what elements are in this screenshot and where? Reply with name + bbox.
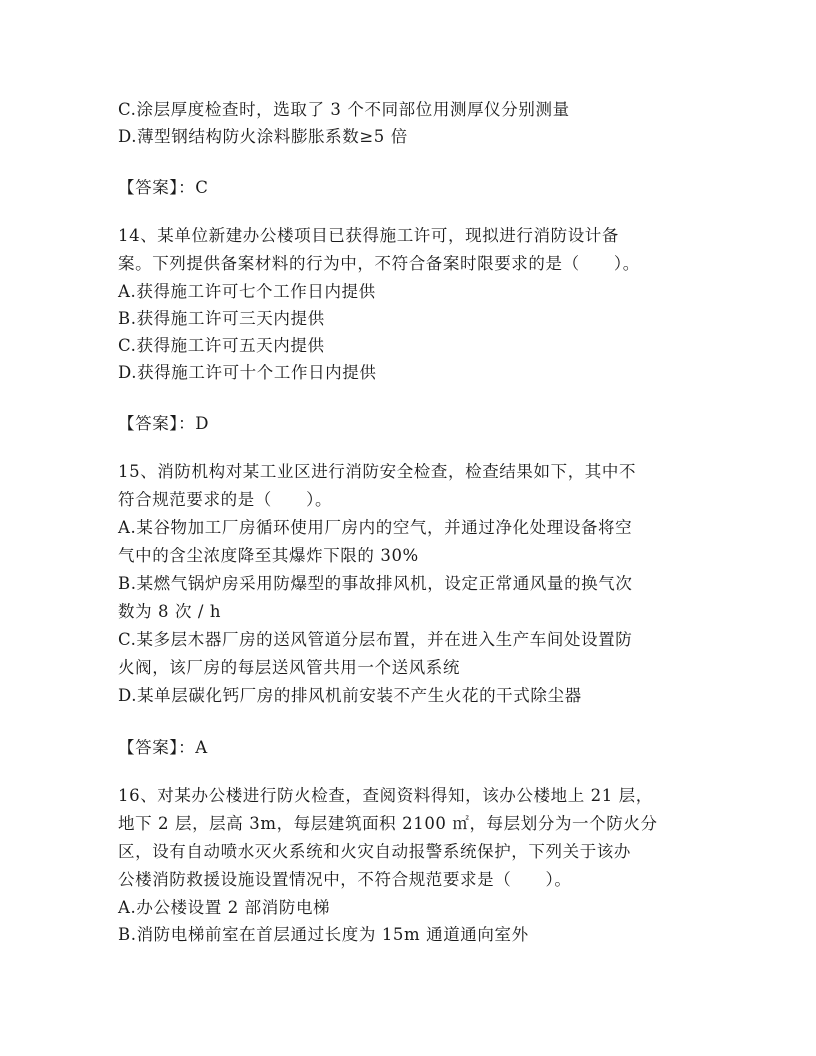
option-line: C.某多层木器厂房的送风管道分层布置，并在进入生产车间处设置防	[118, 630, 633, 649]
option-line: A.获得施工许可七个工作日内提供	[118, 282, 376, 301]
option-line: B.消防电梯前室在首层通过长度为 15m 通道通向室外	[118, 925, 529, 944]
option-line: 数为 8 次 / h	[118, 602, 222, 621]
option-line: 火阀，该厂房的每层送风管共用一个送风系统	[118, 658, 460, 677]
answer-line: 【答案】：C	[118, 178, 209, 197]
question-stem-line: 地下 2 层，层高 3m，每层建筑面积 2100 ㎡，每层划分为一个防火分	[118, 814, 658, 833]
answer-line: 【答案】：D	[118, 414, 210, 433]
option-line: C.涂层厚度检查时，选取了 3 个不同部位用测厚仪分别测量	[118, 100, 570, 119]
option-line: A.某谷物加工厂房循环使用厂房内的空气，并通过净化处理设备将空	[118, 518, 633, 537]
option-line: D.薄型钢结构防火涂料膨胀系数≥5 倍	[118, 127, 408, 146]
document-page	[118, 96, 718, 948]
question-stem-line: 案。下列提供备案材料的行为中，不符合备案时限要求的是（ ）。	[118, 254, 640, 273]
option-line: D.获得施工许可十个工作日内提供	[118, 363, 377, 382]
question-stem-line: 符合规范要求的是（ ）。	[118, 490, 333, 509]
question-stem-line: 14、某单位新建办公楼项目已获得施工许可，现拟进行消防设计备	[118, 226, 619, 245]
option-line: A.办公楼设置 2 部消防电梯	[118, 898, 331, 917]
question-stem-line: 16、对某办公楼进行防火检查，查阅资料得知，该办公楼地上 21 层，	[118, 786, 653, 805]
question-stem-line: 区，设有自动喷水灭火系统和火灾自动报警系统保护，下列关于该办	[118, 842, 631, 861]
option-line: C.获得施工许可五天内提供	[118, 336, 325, 355]
option-line: B.某燃气锅炉房采用防爆型的事故排风机，设定正常通风量的换气次	[118, 574, 633, 593]
option-line: D.某单层碳化钙厂房的排风机前安装不产生火花的干式除尘器	[118, 686, 582, 705]
option-line: 气中的含尘浓度降至其爆炸下限的 30%	[118, 546, 419, 565]
option-line: B.获得施工许可三天内提供	[118, 309, 325, 328]
answer-line: 【答案】：A	[118, 738, 208, 757]
question-stem-line: 15、消防机构对某工业区进行消防安全检查，检查结果如下，其中不	[118, 462, 637, 481]
question-stem-line: 公楼消防救援设施设置情况中，不符合规范要求是（ ）。	[118, 870, 572, 889]
